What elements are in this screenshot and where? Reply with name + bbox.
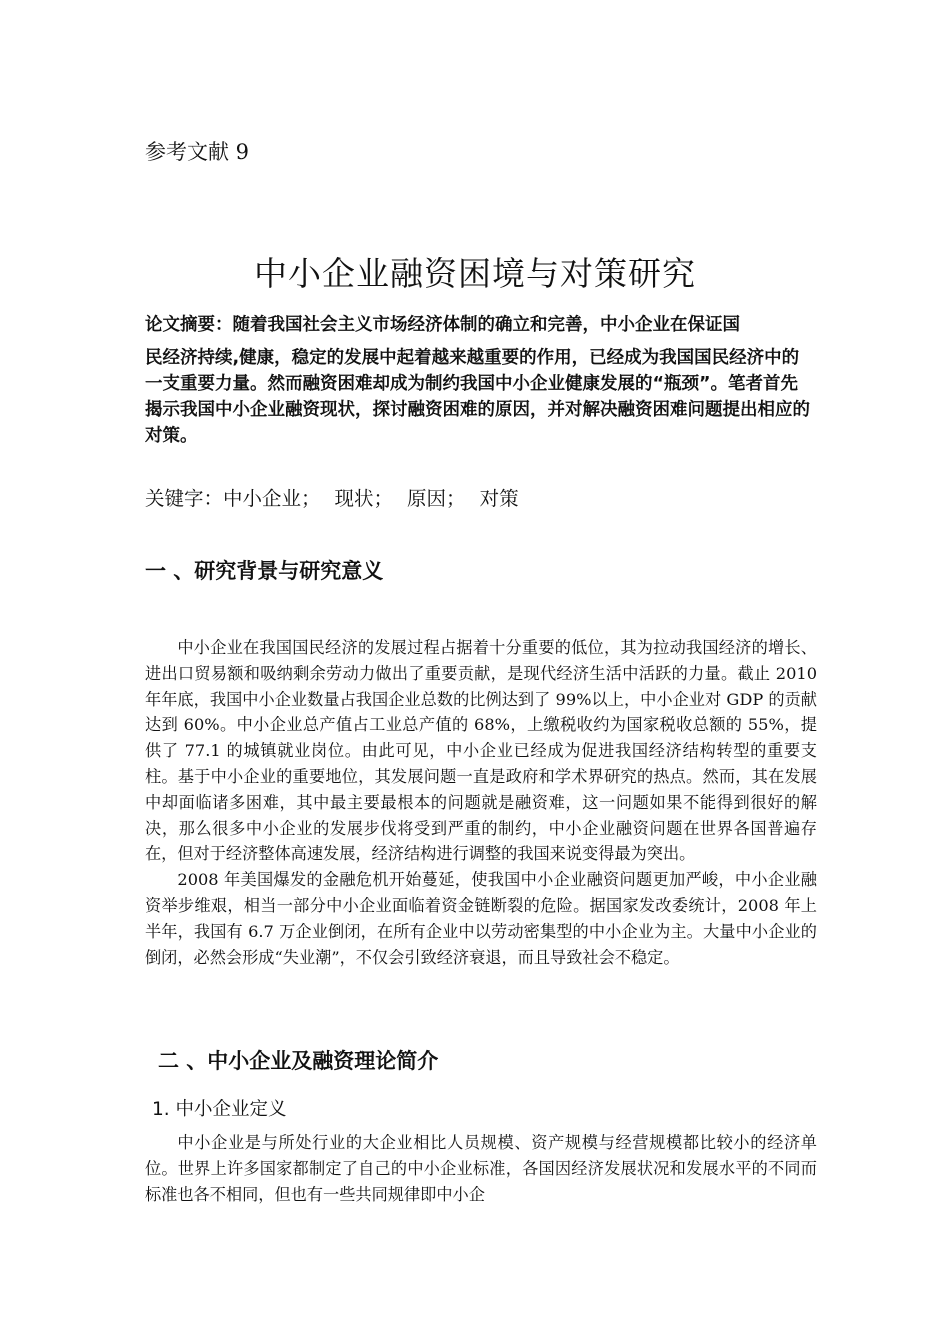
keywords-line [145,484,519,514]
keywords-label: 关键字： [145,487,224,510]
section-2-body [145,1130,817,1207]
keyword-item: 原因； [407,487,466,510]
keyword-item: 现状； [334,487,394,510]
paragraph: 中小企业是与所处行业的大企业相比人员规模、资产规模与经营规模都比较小的经济单位。世界上许多国家都制定了自己的中小企业标准，各国因经济发展状况和发展水平的不同而标准也各不相同，但也有一些共同规律即中小企 [145,1133,817,1204]
paper-title: 中小企业融资困境与对策研究 [254,254,696,293]
abstract-first-line: 论文摘要：随着我国社会主义市场经济体制的确立和完善，中小企业在保证国 [145,315,740,335]
section-heading-2: 二 、中小企业及融资理论简介 [158,1049,439,1073]
paragraph: 中小企业在我国国民经济的发展过程占据着十分重要的低位，其为拉动我国经济的增长、进出口贸易额和吸纳剩余劳动力做出了重要贡献，是现代经济生活中活跃的力量。截止 2010 年年底，我国中小企业数量占我国企业总数的比例达到了 99%以上，中小企业对 GDP 的贡献达到 60%。中小企业总产值占工业总产值的 68%，上缴税收约为国家税收总额的 55%，提供了 77.1 的城镇就业岗位。由此可见，中小企业已经成为促进我国经济结构转型的重要支柱。基于中小企业的重要地位，其发展问题一直是政府和学术界研究的热点。然而，其在发展中却面临诸多困难，其中最主要最根本的问题就是融资难，这一问题如果不能得到很好的解决，那么很多中小企业的发展步伐将受到严重的制约，中小企业融资问题在世界各国普遍存在，但对于经济整体高速发展，经济结构进行调整的我国来说变得最为突出。 [145,638,817,864]
section-1-body [145,635,817,970]
reference-label: 参考文献 9 [145,140,250,164]
abstract [145,312,810,449]
paragraph: 2008 年美国爆发的金融危机开始蔓延，使我国中小企业融资问题更加严峻，中小企业融资举步维艰，相当一部分中小企业面临着资金链断裂的危险。据国家发改委统计，2008 年上半年，我国有 6.7 万企业倒闭，在所有企业中以劳动密集型的中小企业为主。大量中小企业的倒闭，必然会形成“失业潮”，不仅会引致经济衰退，而且导致社会不稳定。 [145,870,817,967]
subsection-heading: 1. 中小企业定义 [152,1099,287,1120]
section-heading-1: 一 、研究背景与研究意义 [145,559,384,583]
keyword-item: 对策 [479,487,519,510]
abstract-body: 民经济持续,健康，稳定的发展中起着越来越重要的作用，已经成为我国国民经济中的一支重要力量。然而融资困难却成为制约我国中小企业健康发展的“瓶颈”。笔者首先揭示我国中小企业融资现状，探讨融资困难的原因，并对解决融资困难问题提出相应的对策。 [145,348,810,446]
keyword-item: 中小企业； [223,487,321,510]
